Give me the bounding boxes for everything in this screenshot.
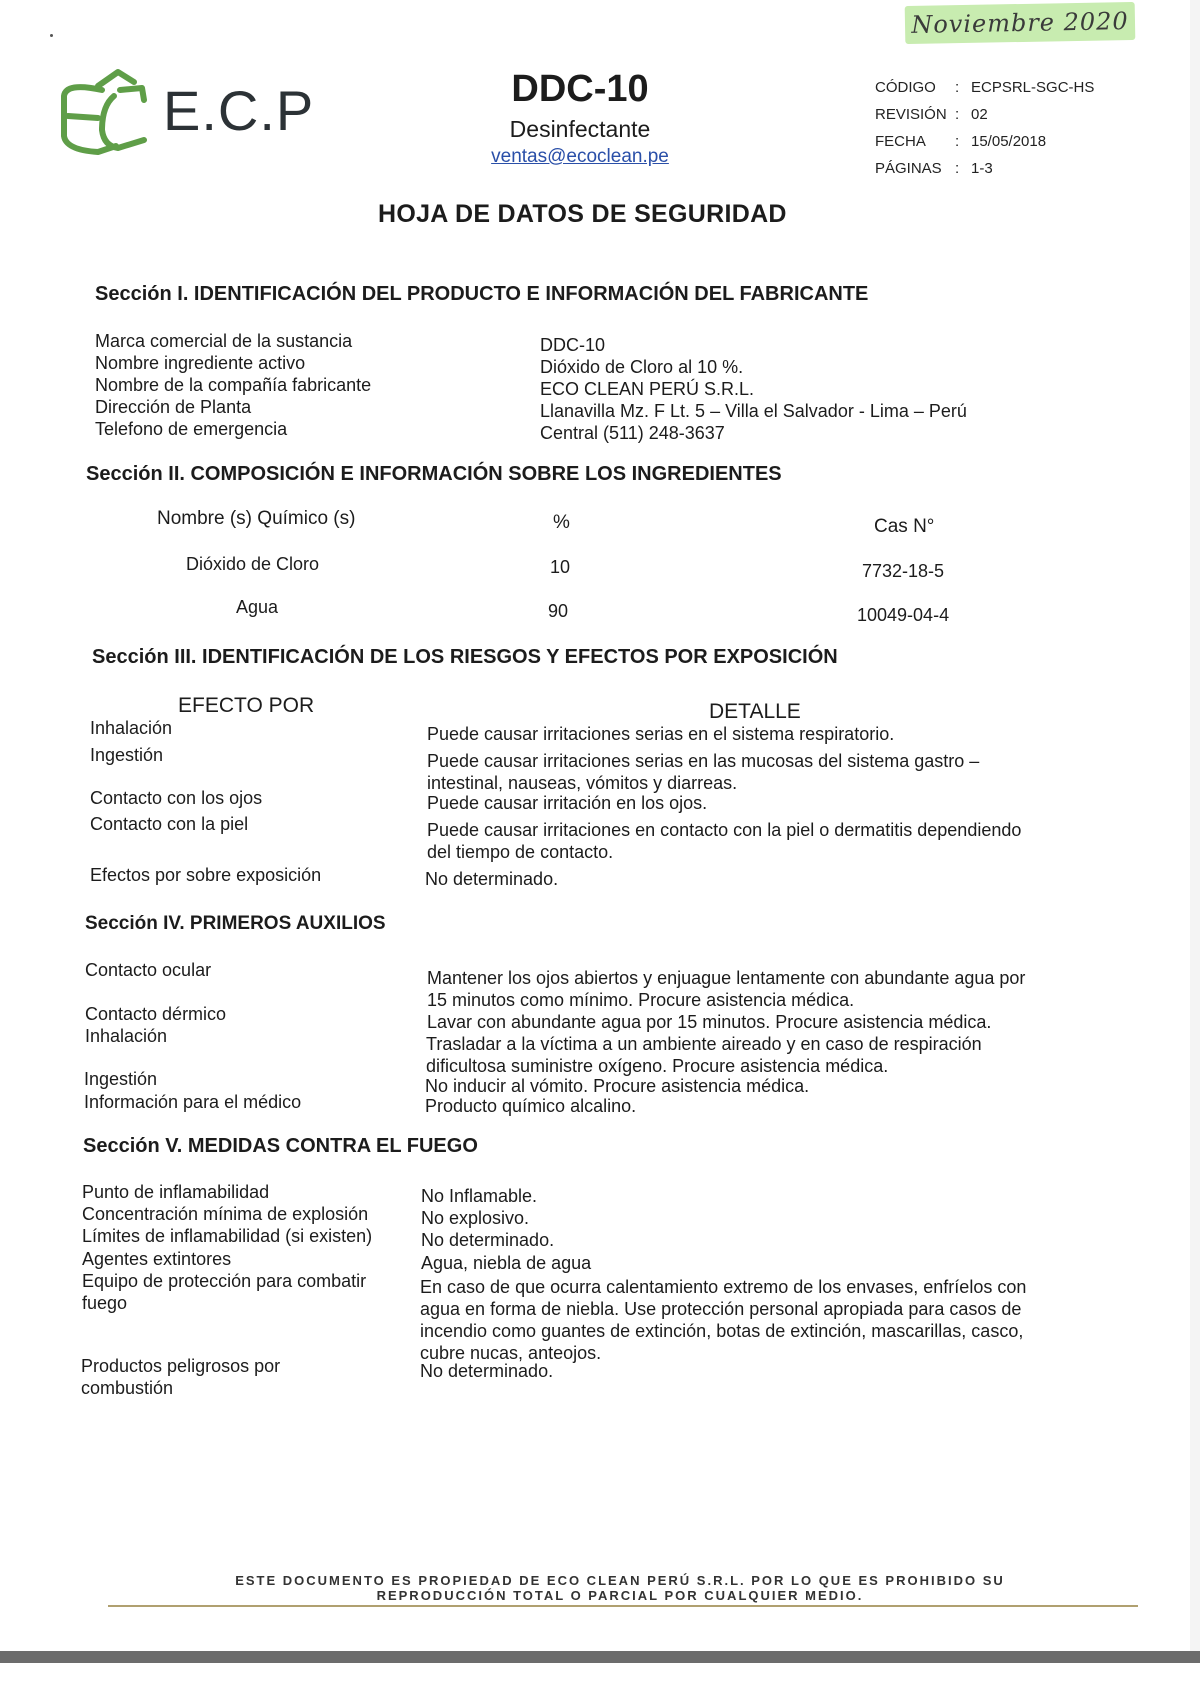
- product-name: DDC-10: [511, 68, 649, 110]
- table-row-value: No determinado.: [421, 1230, 555, 1250]
- footer-divider: [108, 1605, 1138, 1607]
- table-row-label: Productos peligrosos por combustión: [81, 1356, 281, 1398]
- field-value: ECO CLEAN PERÚ S.R.L.: [540, 379, 755, 399]
- section-5-title: Sección V. MEDIDAS CONTRA EL FUEGO: [83, 1135, 478, 1157]
- table-row-value: Puede causar irritaciones serias en las mucosas del sistema gastro – intestinal, nauseas, vómitos y diarreas.: [427, 751, 980, 793]
- table-row-label: Contacto dérmico: [85, 1004, 227, 1024]
- field-value: Dióxido de Cloro al 10 %.: [540, 357, 744, 377]
- table-cell: 90: [548, 601, 569, 621]
- product-type: Desinfectante: [509, 116, 651, 142]
- meta-label: FECHA: [875, 133, 926, 150]
- contact-email-link[interactable]: ventas@ecoclean.pe: [491, 146, 669, 167]
- field-value: Central (511) 248-3637: [540, 423, 725, 443]
- table-row-value: Producto químico alcalino.: [425, 1096, 637, 1116]
- table-row-label: Límites de inflamabilidad (si existen): [82, 1226, 373, 1246]
- company-logo: [58, 66, 315, 162]
- footer-line-2: REPRODUCCIÓN TOTAL O PARCIAL POR CUALQUIER MEDIO.: [376, 1588, 864, 1603]
- section-1-title: Sección I. IDENTIFICACIÓN DEL PRODUCTO E INFORMACIÓN DEL FABRICANTE: [95, 283, 869, 305]
- meta-value: ECPSRL-SGC-HS: [971, 79, 1095, 96]
- meta-value: 02: [971, 106, 988, 123]
- field-label: Nombre ingrediente activo: [95, 353, 306, 373]
- table-row-label: Ingestión: [90, 745, 164, 765]
- table-cell: 10: [550, 557, 571, 577]
- table-row-label: Punto de inflamabilidad: [82, 1182, 270, 1202]
- table-row-label: Contacto con la piel: [90, 814, 249, 834]
- table-cell: 10049-04-4: [857, 605, 950, 625]
- field-value: DDC-10: [540, 335, 606, 355]
- table-row-value: Lavar con abundante agua por 15 minutos. Procure asistencia médica.: [427, 1012, 992, 1032]
- table-row-value: No Inflamable.: [421, 1186, 538, 1206]
- meta-label: PÁGINAS: [875, 160, 942, 177]
- ecp-cube-logo-icon: [58, 66, 168, 162]
- table-row-label: Concentración mínima de explosión: [82, 1204, 369, 1224]
- meta-value: 15/05/2018: [971, 133, 1047, 150]
- section-2-title: Sección II. COMPOSICIÓN E INFORMACIÓN SOBRE LOS INGREDIENTES: [86, 463, 782, 485]
- table-row-label: Inhalación: [90, 718, 173, 738]
- table-row-value: Puede causar irritaciones serias en el sistema respiratorio.: [427, 724, 895, 744]
- table-row-label: Ingestión: [84, 1069, 158, 1089]
- logo-text: E.C.P: [163, 79, 315, 142]
- table-row-label: Efectos por sobre exposición: [90, 865, 322, 885]
- document-meta: CÓDIGO : ECPSRL-SGC-HS REVISIÓN : 02 FECHA : 15/05/2018 PÁGINAS : 1-3: [875, 74, 1094, 182]
- table-header-cas: Cas N°: [874, 516, 935, 537]
- scan-edge: [1190, 0, 1200, 1651]
- table-row-value: Puede causar irritaciones en contacto con la piel o dermatitis dependiendo del tiempo de contacto.: [427, 820, 1022, 862]
- table-row-value: No determinado.: [425, 869, 559, 889]
- table-row-value: Mantener los ojos abiertos y enjuague lentamente con abundante agua por 15 minutos como mínimo. Procure asistencia médica.: [427, 968, 1026, 1010]
- scan-speck: [50, 34, 53, 37]
- handwritten-date-note: Noviembre 2020: [905, 2, 1136, 44]
- field-value: Llanavilla Mz. F Lt. 5 – Villa el Salvador - Lima – Perú: [540, 401, 967, 421]
- table-row-value: Puede causar irritación en los ojos.: [427, 793, 708, 813]
- table-row-value: No explosivo.: [421, 1208, 530, 1228]
- document-title: HOJA DE DATOS DE SEGURIDAD: [378, 200, 787, 228]
- section-1-labels: [95, 330, 371, 440]
- table-cell: Dióxido de Cloro: [186, 554, 320, 574]
- scan-border: [0, 1651, 1200, 1663]
- effect-header: EFECTO POR: [178, 694, 315, 717]
- field-label: Marca comercial de la sustancia: [95, 331, 353, 351]
- section-1-values: [540, 334, 967, 444]
- table-header-name: Nombre (s) Químico (s): [157, 508, 356, 529]
- footer-notice: [100, 1573, 1140, 1603]
- table-row-value: No inducir al vómito. Procure asistencia médica.: [425, 1076, 810, 1096]
- table-cell: 7732-18-5: [862, 561, 945, 581]
- section-4-title: Sección IV. PRIMEROS AUXILIOS: [85, 913, 386, 934]
- field-label: Telefono de emergencia: [95, 419, 288, 439]
- table-row-label: Equipo de protección para combatir fuego: [82, 1271, 367, 1313]
- meta-label: REVISIÓN: [875, 106, 947, 123]
- table-row-value: Trasladar a la víctima a un ambiente aireado y en caso de respiración dificultosa suministre oxígeno. Procure asistencia médica.: [426, 1034, 982, 1076]
- table-row-value: No determinado.: [420, 1361, 554, 1381]
- table-row-label: Agentes extintores: [82, 1249, 232, 1269]
- detail-header: DETALLE: [709, 700, 801, 723]
- footer-line-1: ESTE DOCUMENTO ES PROPIEDAD DE ECO CLEAN PERÚ S.R.L. POR LO QUE ES PROHIBIDO SU: [235, 1573, 1005, 1588]
- table-row-value: En caso de que ocurra calentamiento extremo de los envases, enfríelos con agua en forma de niebla. Use protección personal apropiada para casos de incendio como guantes de extinción, botas de extinción, mascarillas, casco, cubre nucas, anteojos.: [420, 1277, 1027, 1363]
- table-row-label: Contacto con los ojos: [90, 788, 263, 808]
- table-header-percent: %: [553, 512, 570, 533]
- table-row-label: Inhalación: [85, 1026, 168, 1046]
- section-3-title: Sección III. IDENTIFICACIÓN DE LOS RIESGOS Y EFECTOS POR EXPOSICIÓN: [92, 646, 838, 668]
- meta-value: 1-3: [971, 160, 993, 177]
- table-row-label: Información para el médico: [84, 1092, 302, 1112]
- field-label: Dirección de Planta: [95, 397, 252, 417]
- table-row-label: Contacto ocular: [85, 960, 212, 980]
- meta-label: CÓDIGO: [875, 79, 936, 96]
- field-label: Nombre de la compañía fabricante: [95, 375, 372, 395]
- table-cell: Agua: [236, 597, 279, 617]
- table-row-value: Agua, niebla de agua: [421, 1253, 592, 1273]
